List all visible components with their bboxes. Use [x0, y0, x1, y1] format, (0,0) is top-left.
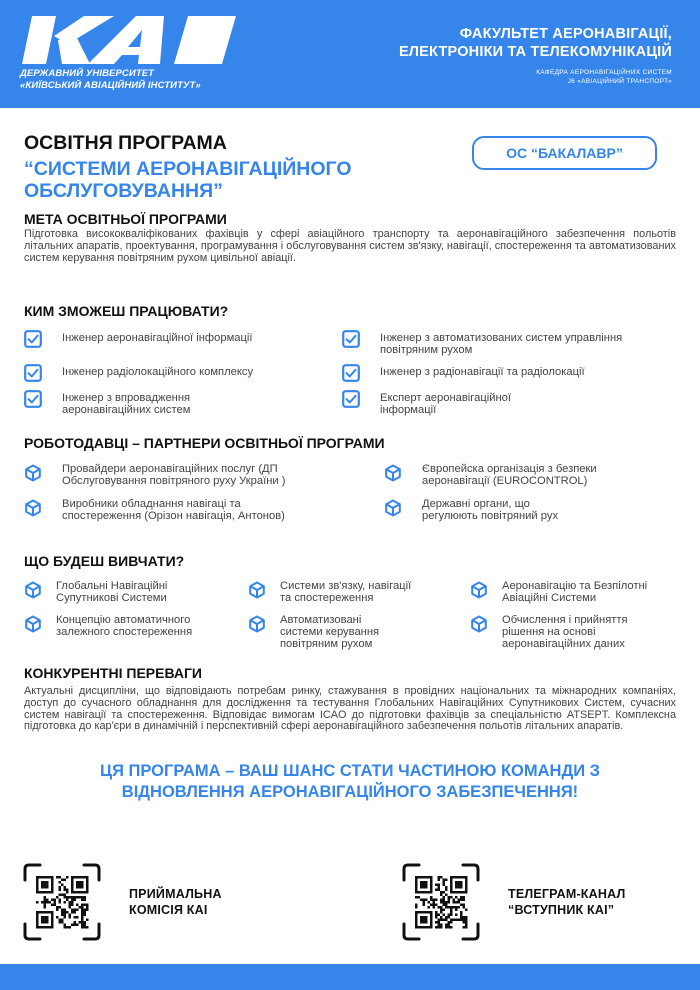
degree-badge: ОС “БАКАЛАВР” — [472, 136, 657, 170]
study-item — [24, 612, 248, 650]
kai-logo — [18, 14, 248, 92]
cube-icon — [24, 615, 42, 633]
faculty-info — [399, 25, 672, 86]
department-line1: КАФЕДРА АЕРОНАВІГАЦІЙНИХ СИСТЕМ — [536, 69, 672, 76]
checkbox-icon — [24, 330, 42, 348]
checkbox-icon — [24, 390, 42, 408]
program-name-line2: ОБСЛУГОВУВАННЯ” — [24, 180, 223, 202]
advantages-text: Актуальні дисципліни, що відповідають потребам ринку, стажування в провідних національних та міжнародних компаніях, доступ до сучасного обладнання для дослідження та тестування Глобальних Навігаційних Супутникових Систем, сучасних систем навігації та спостереження. Відповідає вимогам ICAO до підготовки фахівців за спеціальністю ATSEPT. Комплексна підготовка до кар'єри в динамічній і перспективній сфері аеронавігаційного забезпечення польотів літальних апаратів. — [24, 685, 676, 733]
cube-icon — [470, 581, 488, 599]
department-line2: J6 «АВІАЦІЙНИЙ ТРАНСПОРТ» — [567, 77, 672, 85]
faculty-title-line1: ФАКУЛЬТЕТ АЕРОНАВІГАЦІЇ, — [459, 26, 672, 42]
admissions-label-line1: ПРИЙМАЛЬНА — [129, 887, 222, 901]
career-item — [342, 330, 676, 356]
employer-text: Європейска організація з безпеки аеронавігації (EUROCONTROL) — [422, 463, 597, 487]
goal-text: Підготовка висококваліфікованих фахівців у сфері авіаційного транспорту та аеронавігаційного забезпечення польотів літальних апаратів, проектування, програмування і обслуговування систем зв'язку, навігації, спостереження та автоматизованих систем керування повітряним рухом цивільної авіації. — [24, 228, 676, 264]
program-label: ОСВІТНЯ ПРОГРАМА — [24, 132, 227, 154]
study-item — [470, 612, 676, 650]
kai-logo-icon — [18, 14, 240, 66]
cube-icon — [24, 581, 42, 599]
employer-item — [24, 461, 384, 487]
study-item — [248, 578, 470, 604]
cube-icon — [24, 499, 42, 517]
study-list — [24, 578, 676, 650]
study-text: Аеронавігацію та Безпілотні Авіаційні Системи — [502, 580, 648, 604]
cta-line1: ЦЯ ПРОГРАМА – ВАШ ШАНС СТАТИ ЧАСТИНОЮ КОМАНДИ З — [100, 762, 600, 780]
cta-line2: ВІДНОВЛЕННЯ АЕРОНАВІГАЦІЙНОГО ЗАБЕЗПЕЧЕННЯ! — [121, 783, 579, 801]
admissions-contact — [22, 862, 222, 942]
employer-text: Виробники обладнання навігаці та спостереження (Орізон навігація, Антонов) — [62, 498, 285, 522]
career-item — [24, 364, 342, 382]
footer-bar — [0, 964, 700, 990]
employers-section — [24, 435, 676, 522]
career-text: Інженер з радіонавігації та радіолокації — [380, 366, 585, 378]
career-item — [24, 390, 342, 416]
faculty-title-line2: ЕЛЕКТРОНІКИ ТА ТЕЛЕКОМУНІКАЦІЙ — [398, 44, 672, 60]
career-text: Експерт аеронавігаційної інформації — [380, 392, 511, 416]
cube-icon — [248, 615, 266, 633]
cube-icon — [248, 581, 266, 599]
study-text: Концепцію автоматичного залежного спостереження — [56, 614, 193, 638]
cube-icon — [384, 499, 402, 517]
employer-item — [384, 461, 676, 487]
study-item — [248, 612, 470, 650]
career-item — [342, 364, 676, 382]
study-text: Обчислення і прийняття рішення на основі аеронавігаційних даних — [502, 614, 628, 650]
employer-text: Державні органи, що регулюють повітряний рух — [422, 498, 559, 522]
employer-text: Провайдери аеронавігаційних послуг (ДП Обслуговування повітряного руху України ) — [62, 463, 286, 487]
career-text: Інженер радіолокаційного комплексу — [62, 366, 254, 378]
telegram-label-line2: “ВСТУПНИК КАІ” — [508, 903, 615, 917]
goal-section — [24, 211, 676, 264]
careers-section — [24, 303, 676, 416]
career-text: Інженер з впровадження аеронавігаційних систем — [62, 392, 191, 416]
study-section — [24, 553, 676, 650]
advantages-section — [24, 665, 676, 733]
study-text: Системи зв'язку, навігації та спостереження — [280, 580, 412, 604]
career-text: Інженер з автоматизованих систем управління повітряним рухом — [380, 332, 623, 356]
checkbox-icon — [342, 390, 360, 408]
university-line2: «КИЇВСЬКИЙ АВІАЦІЙНИЙ ІНСТИТУТ» — [20, 80, 201, 91]
study-heading: ЩО БУДЕШ ВИВЧАТИ? — [24, 553, 185, 569]
career-text: Інженер аеронавігаційної інформації — [62, 332, 253, 344]
employers-list — [24, 461, 676, 522]
employer-item — [24, 496, 384, 522]
study-text: Автоматизовані системи керування повітряним рухом — [280, 614, 380, 650]
qr-code-icon[interactable] — [22, 862, 102, 942]
employers-heading: РОБОТОДАВЦІ – ПАРТНЕРИ ОСВІТНЬОЇ ПРОГРАМИ — [24, 435, 385, 451]
program-name-line1: “СИСТЕМИ АЕРОНАВІГАЦІЙНОГО — [24, 158, 352, 180]
careers-heading: КИМ ЗМОЖЕШ ПРАЦЮВАТИ? — [24, 303, 229, 319]
career-item — [24, 330, 342, 356]
study-item — [24, 578, 248, 604]
checkbox-icon — [24, 364, 42, 382]
telegram-contact — [401, 862, 625, 942]
telegram-label-line1: ТЕЛЕГРАМ-КАНАЛ — [508, 887, 626, 901]
call-to-action — [0, 761, 700, 803]
cube-icon — [384, 464, 402, 482]
checkbox-icon — [342, 330, 360, 348]
program-title-block — [24, 133, 676, 202]
careers-list — [24, 330, 676, 416]
header-banner — [0, 0, 700, 108]
qr-code-icon[interactable] — [401, 862, 481, 942]
study-item — [470, 578, 676, 604]
university-line1: ДЕРЖАВНИЙ УНІВЕРСИТЕТ — [20, 68, 155, 79]
advantages-heading: КОНКУРЕНТНІ ПЕРЕВАГИ — [24, 665, 202, 681]
cube-icon — [24, 464, 42, 482]
goal-heading: МЕТА ОСВІТНЬОЇ ПРОГРАМИ — [24, 211, 227, 227]
cube-icon — [470, 615, 488, 633]
career-item — [342, 390, 676, 416]
employer-item — [384, 496, 676, 522]
study-text: Глобальні Навігаційні Супутникові Системи — [56, 580, 168, 604]
admissions-label-line2: КОМІСІЯ КАІ — [129, 903, 208, 917]
checkbox-icon — [342, 364, 360, 382]
